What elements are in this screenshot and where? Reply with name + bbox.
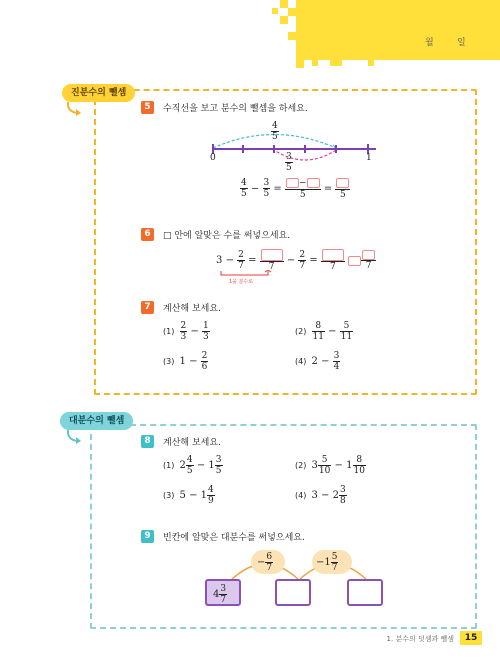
answer-box-2[interactable]	[347, 579, 383, 606]
number-line	[200, 120, 390, 170]
answer-box[interactable]	[336, 178, 349, 188]
question-number: 6	[141, 228, 154, 241]
day-label: 일	[457, 38, 466, 48]
curved-arrow-icon	[64, 100, 86, 120]
operation-1: − $\frac{6}{7}$	[257, 552, 273, 573]
question-number: 7	[141, 301, 154, 314]
arc-bottom-fraction: $\frac{3}{5}$	[286, 152, 292, 173]
pixel-decoration	[296, 60, 304, 68]
pixel-decoration	[330, 60, 342, 66]
question-text: 계산해 보세요.	[163, 438, 221, 448]
answer-box[interactable]	[348, 256, 361, 266]
q8-item-4: (4) 3 − 2 $\frac{3}{8}$	[295, 485, 346, 506]
answer-box[interactable]	[322, 249, 344, 261]
answer-box[interactable]	[286, 178, 299, 188]
q7-item-4: (4) 2 − $\frac{3}{4}$	[295, 351, 340, 372]
question-number: 8	[141, 435, 154, 448]
q7-item-3: (3) 1 − $\frac{2}{6}$	[163, 351, 208, 372]
q8-item-3: (3) 5 − 1 $\frac{4}{9}$	[163, 485, 214, 506]
start-value: 4 $\frac{3}{7}$	[213, 584, 227, 605]
pixel-decoration	[280, 16, 288, 24]
q7-item-1: (1) $\frac{2}{3}$ − $\frac{1}{3}$	[163, 321, 209, 342]
answer-box[interactable]	[362, 250, 375, 260]
answer-box-1[interactable]	[275, 579, 311, 606]
answer-box[interactable]	[307, 178, 320, 188]
pixel-decoration	[312, 60, 318, 66]
pixel-decoration	[280, 0, 288, 8]
question-text: 수직선을 보고 분수의 뺄셈을 하세요.	[163, 104, 308, 114]
question-text: 계산해 보세요.	[163, 304, 221, 314]
q5-expression: $\frac{4}{5}$ − $\frac{3}{5}$ = − 5 = 5	[240, 178, 350, 200]
pixel-decoration	[368, 60, 374, 66]
question-text: 빈칸에 알맞은 대분수를 써넣으세요.	[163, 533, 305, 543]
q7-item-2: (2) $\frac{8}{11}$ − $\frac{5}{11}$	[295, 321, 353, 342]
arc-top-fraction: $\frac{4}{5}$	[272, 121, 278, 142]
pixel-decoration	[288, 32, 296, 40]
hint-note: 1을 분수로	[229, 279, 254, 285]
pixel-decoration	[288, 8, 296, 16]
question-number: 5	[141, 101, 154, 114]
line-label-1: 1	[366, 153, 372, 163]
operation-2: −1 $\frac{5}{7}$	[316, 552, 338, 573]
q8-item-2: (2) 3 $\frac{5}{10}$ − 1 $\frac{8}{10}$	[295, 455, 365, 476]
line-label-0: 0	[210, 153, 216, 163]
section-tag-mixed-number: 대분수의 뺄셈	[60, 412, 133, 430]
q6-expression: 3 − $\frac{2}{7}$ = 7 − $\frac{2}{7}$ = 7 7	[216, 249, 376, 272]
curved-arrow-icon	[64, 428, 86, 448]
pixel-decoration	[272, 8, 278, 14]
month-label: 월	[425, 38, 434, 48]
question-text: □ 안에 알맞은 수를 써넣으세요.	[163, 231, 291, 241]
section-tag-proper-fraction: 진분수의 뺄셈	[62, 84, 135, 102]
header-banner	[296, 0, 500, 60]
chapter-title: 1. 분수의 덧셈과 뺄셈	[386, 635, 454, 643]
page-number: 15	[460, 631, 482, 645]
answer-box[interactable]	[261, 249, 283, 261]
question-number: 9	[141, 530, 154, 543]
q8-item-1: (1) 2 $\frac{4}{5}$ − 1 $\frac{3}{5}$	[163, 455, 222, 476]
